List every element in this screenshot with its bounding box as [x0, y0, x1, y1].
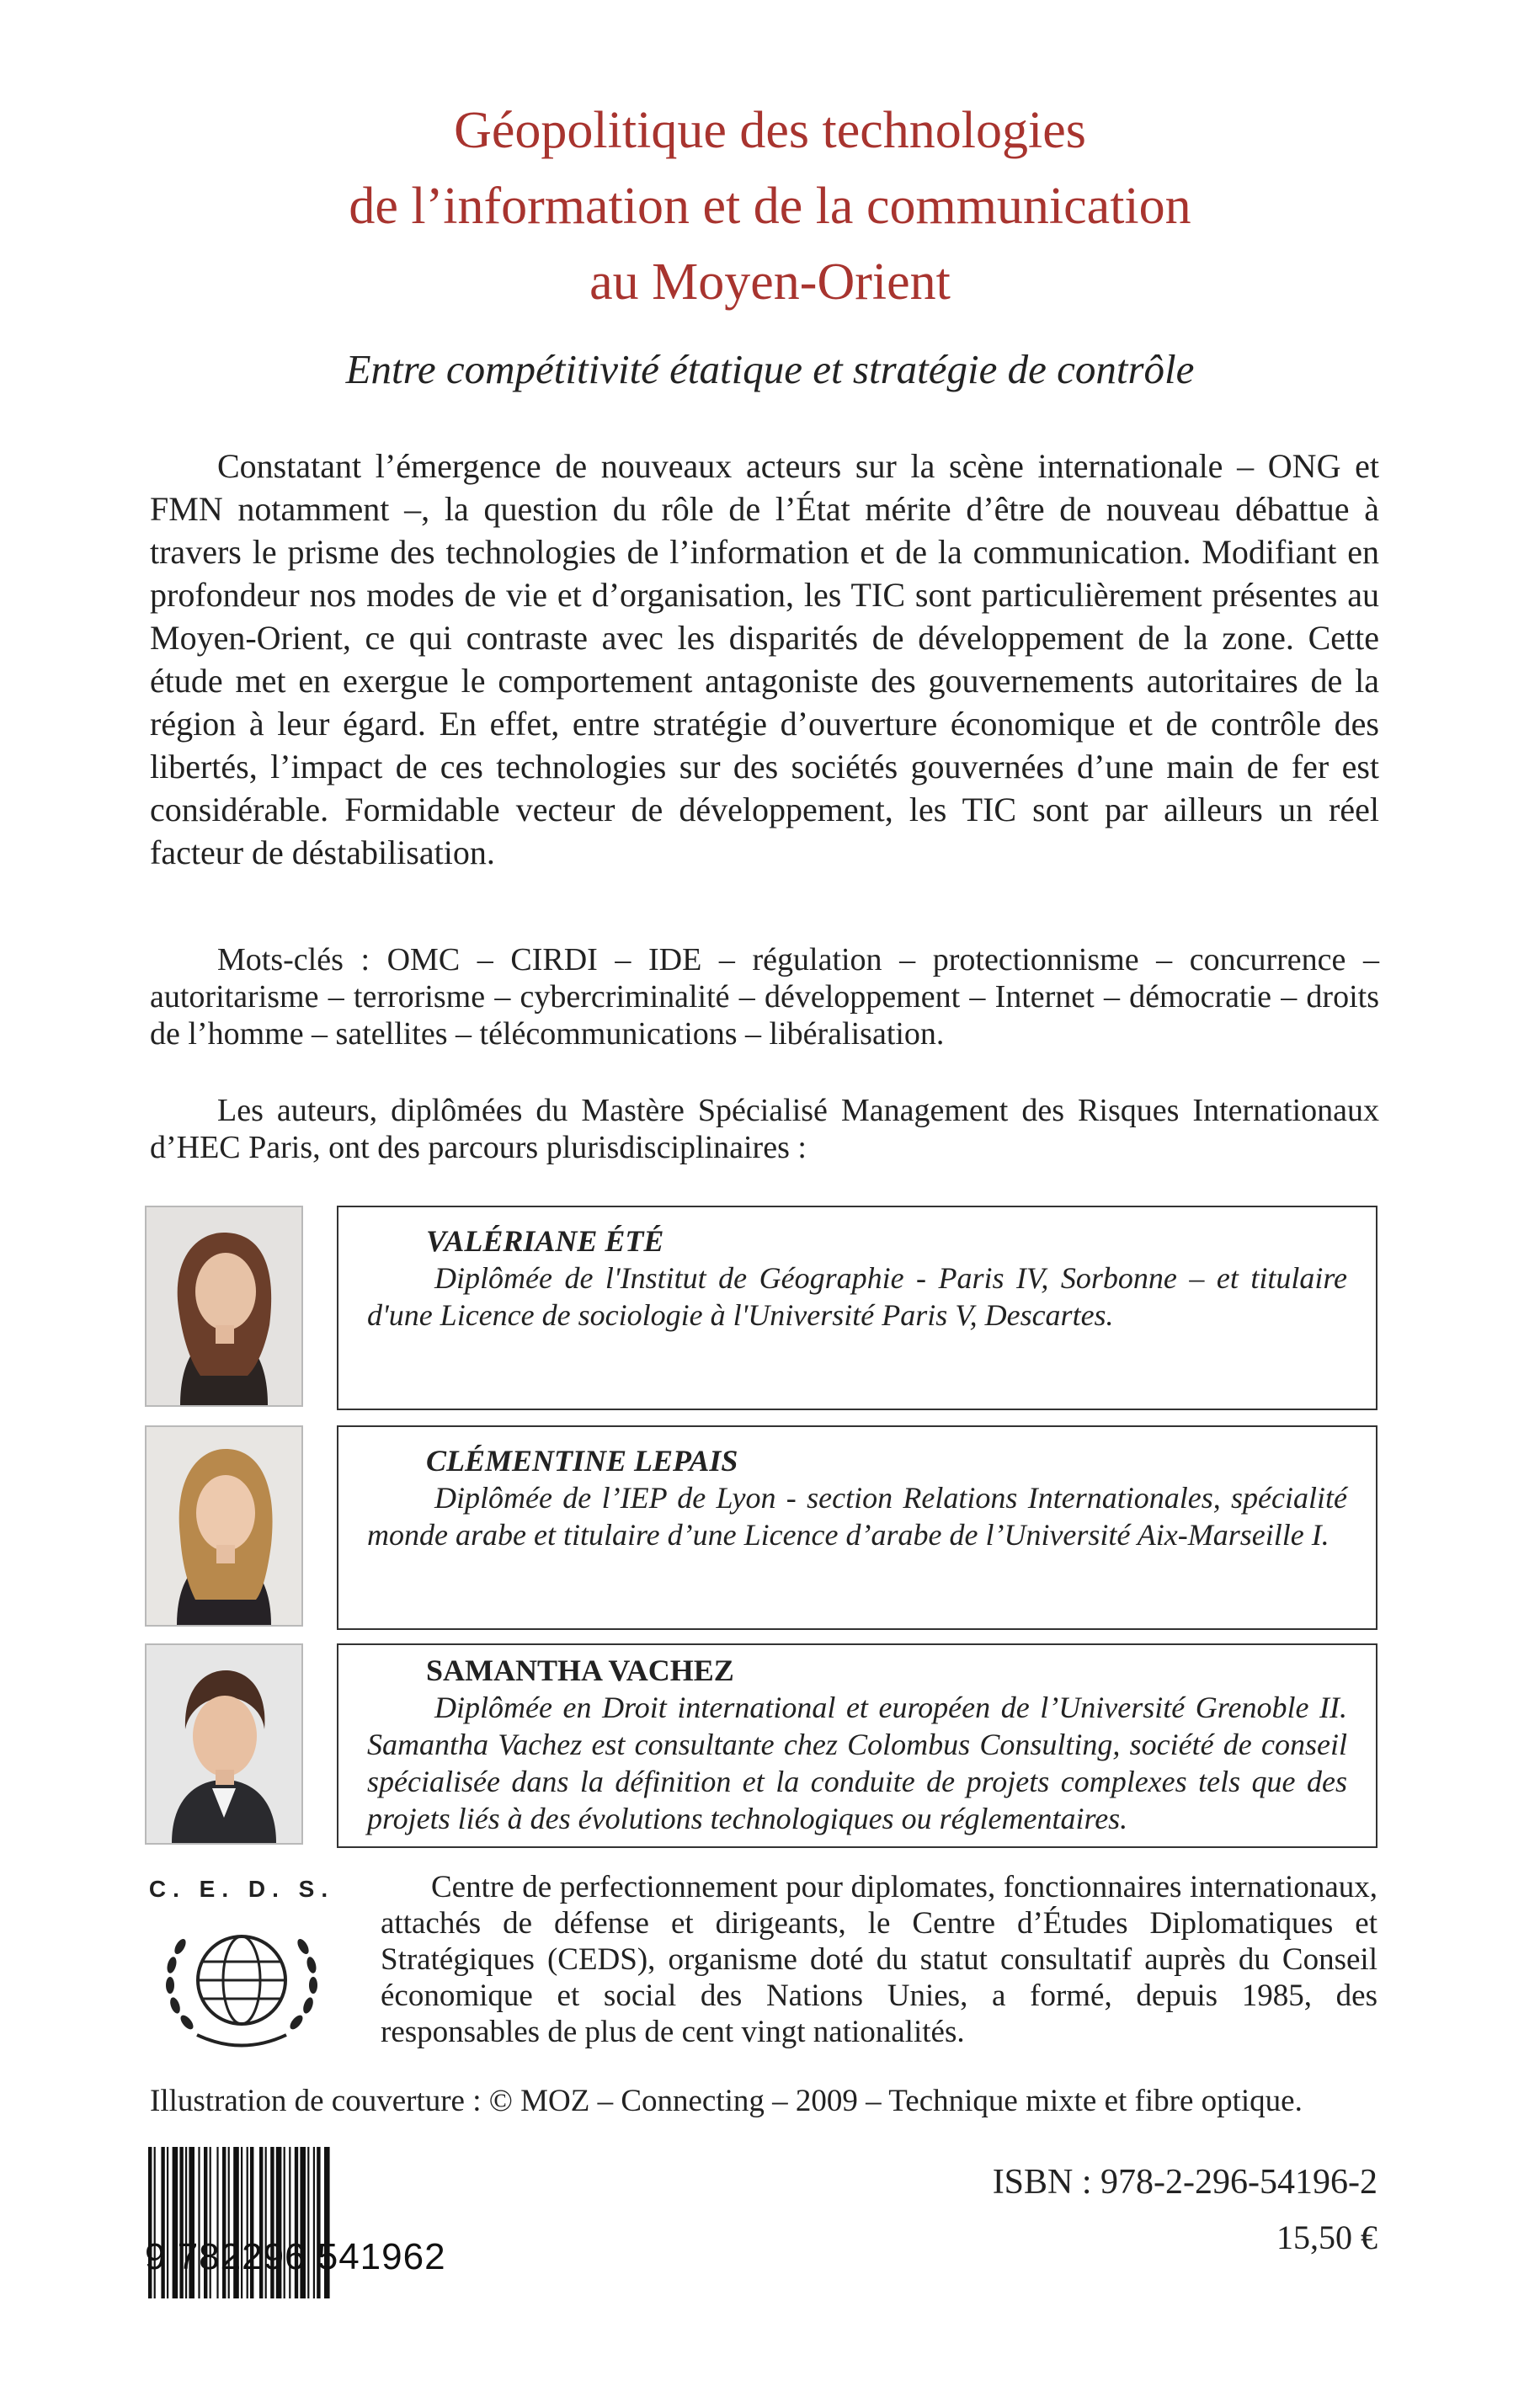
author-photo-valeriane: [145, 1206, 303, 1407]
portrait-icon: [147, 1207, 301, 1405]
author-name: VALÉRIANE ÉTÉ: [426, 1224, 664, 1258]
author-description: Diplômée en Droit international et européen de l’Université Grenoble II. Samantha Vachez est consultante chez Colombus Consulting, société de conseil spécialisée dans la définition et la conduite de projets complexes tels que des projets liés à des évolutions technologiques ou réglementaires.: [367, 1691, 1347, 1835]
cover-illustration-credit: Illustration de couverture : © MOZ – Connecting – 2009 – Technique mixte et fibre optique.: [150, 2084, 1303, 2118]
title-line-2: de l’information et de la communication: [349, 178, 1191, 235]
author-description: Diplômée de l’IEP de Lyon - section Relations Internationales, spécialité monde arabe et titulaire d’une Licence d’arabe de l’Université Aix-Marseille I.: [367, 1481, 1347, 1552]
author-name: CLÉMENTINE LEPAIS: [426, 1444, 738, 1478]
author-description: Diplômée de l'Institut de Géographie - Paris IV, Sorbonne – et titulaire d'une Licence de sociologie à l'Université Paris V, Descartes.: [367, 1261, 1347, 1332]
summary-paragraph: [150, 445, 1379, 874]
laurel-globe-icon: [147, 1913, 337, 2056]
ceds-logo-letters: C. E. D. S.: [148, 1876, 335, 1902]
ceds-description: [381, 1869, 1377, 2050]
ceds-description-text: Centre de perfectionnement pour diplomates, fonctionnaires internationaux, attachés de défense et dirigeants, le Centre d’Études Diplomatiques et Stratégiques (CEDS), organisme doté du statut consultatif auprès du Conseil économique et social des Nations Unies, a formé, depuis 1985, des responsables de plus de cent vingt nationalités.: [381, 1870, 1377, 2049]
keywords-text: Mots-clés : OMC – CIRDI – IDE – régulation – protectionnisme – concurrence – autoritarisme – terrorisme – cybercriminalité – développement – Internet – démocratie – droits de l’homme – satellites – télécommunications – libéralisation.: [150, 942, 1379, 1052]
portrait-icon: [147, 1645, 301, 1843]
portrait-icon: [147, 1427, 301, 1625]
author-photo-samantha: [145, 1643, 303, 1845]
book-subtitle: Entre compétitivité étatique et stratégie de contrôle: [345, 346, 1195, 392]
title-line-1: Géopolitique des technologies: [454, 102, 1086, 159]
authors-intro-text: Les auteurs, diplômées du Mastère Spécialisé Management des Risques Internationaux d’HEC Paris, ont des parcours plurisdisciplinaires :: [150, 1093, 1379, 1165]
isbn: ISBN : 978-2-296-54196-2: [992, 2163, 1377, 2202]
barcode-digits: 9 782296 541962: [145, 2236, 446, 2277]
summary-text: Constatant l’émergence de nouveaux acteurs sur la scène internationale – ONG et FMN notamment –, la question du rôle de l’État mérite d’être de nouveau débattue à travers le prisme des technologies de l’information et de la communication. Modifiant en profondeur nos modes de vie et d’organisation, les TIC sont particulièrement présentes au Moyen-Orient, ce qui contraste avec les disparités de développement de la zone. Cette étude met en exergue le comportement antagoniste des gouvernements autoritaires de la région à leur égard. En effet, entre stratégie d’ouverture économique et de contrôle des libertés, l’impact de ces technologies sur des sociétés gouvernées d’une main de fer est considérable. Formidable vecteur de développement, les TIC sont par ailleurs un réel facteur de déstabilisation.: [150, 447, 1379, 871]
ceds-logo: [145, 1876, 338, 2061]
keywords-paragraph: [150, 941, 1379, 1052]
author-card-samantha: [337, 1643, 1377, 1848]
author-photo-clementine: [145, 1425, 303, 1627]
price: 15,50 €: [1276, 2218, 1377, 2256]
author-name: SAMANTHA VACHEZ: [426, 1654, 734, 1687]
author-card-valeriane: [337, 1206, 1377, 1410]
book-title: [0, 93, 1540, 320]
authors-intro: [150, 1092, 1379, 1166]
author-card-clementine: [337, 1425, 1377, 1630]
title-line-3: au Moyen-Orient: [589, 253, 951, 311]
